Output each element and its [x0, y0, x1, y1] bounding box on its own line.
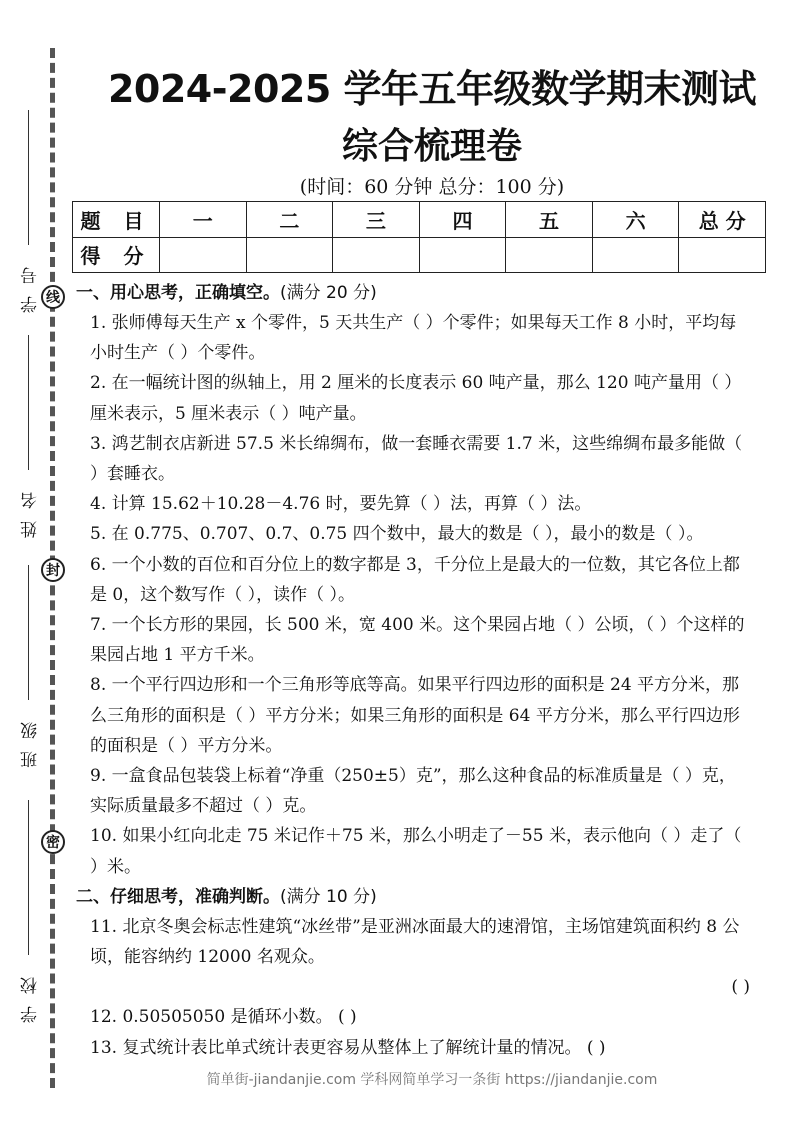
score-cell[interactable] — [246, 237, 333, 273]
school-line — [28, 800, 29, 955]
school-label: 学校 — [21, 965, 41, 1023]
student-number-label: 学号 — [21, 255, 41, 313]
score-table-head-item: 题 目 — [73, 202, 160, 238]
class-label: 班级 — [21, 710, 41, 768]
class-line — [28, 565, 29, 700]
score-table-head-score: 得 分 — [73, 237, 160, 273]
section-1-note: (满分 20 分) — [280, 283, 377, 303]
score-col-2: 二 — [246, 202, 333, 238]
name-line — [28, 335, 29, 470]
question: 10. 如果小红向北走 75 米记作＋75 米，那么小明走了－55 米，表示他向（ ）走了（ ）米。 — [90, 826, 742, 877]
question: 2. 在一幅统计图的纵轴上，用 2 厘米的长度表示 60 吨产量，那么 120 吨产量用（ ）厘米表示，5 厘米表示（ ）吨产量。 — [90, 373, 742, 424]
question: 3. 鸿艺制衣店新进 57.5 米长绵绸布，做一套睡衣需要 1.7 米，这些绵绸布最多能做（ ）套睡衣。 — [90, 433, 743, 485]
score-col-6: 六 — [592, 202, 679, 238]
score-table-score-row — [73, 237, 766, 273]
score-cell[interactable] — [679, 237, 766, 273]
judgement-question — [90, 1033, 750, 1063]
judgement-question — [90, 1002, 750, 1032]
score-col-3: 三 — [333, 202, 420, 238]
exam-subtitle-title: 综合梳理卷 — [341, 126, 522, 167]
question: 1. 张师傅每天生产 x 个零件，5 天共生产（ ）个零件；如果每天工作 8 小时，平均每小时生产（ ）个零件。 — [90, 313, 737, 364]
exam-title: 2024-2025 学年五年级数学期末测试 — [107, 67, 757, 111]
question-text: 12. 0.50505050 是循环小数。 — [90, 1007, 333, 1028]
score-cell[interactable] — [333, 237, 420, 273]
score-col-4: 四 — [419, 202, 506, 238]
score-col-total: 总 分 — [679, 202, 766, 238]
question: 9. 一盒食品包装袋上标着“净重（250±5）克”，那么这种食品的标准质量是（ ）克，实际质量最多不超过（ ）克。 — [90, 766, 736, 817]
name-label: 姓名 — [21, 480, 41, 538]
exam-content — [76, 278, 750, 1063]
question-text: 11. 北京冬奥会标志性建筑“冰丝带”是亚洲冰面最大的速滑馆，主场馆建筑面积约 8 公顷，能容纳约 12000 名观众。 — [90, 916, 740, 968]
seal-mark-line: 线 — [41, 285, 65, 309]
question: 4. 计算 15.62＋10.28－4.76 时，要先算（ ）法，再算（ ）法。 — [90, 494, 592, 515]
question-text: 13. 复式统计表比单式统计表更容易从整体上了解统计量的情况。 — [90, 1037, 582, 1058]
seal-mark-seal: 封 — [41, 558, 65, 582]
score-col-1: 一 — [160, 202, 247, 238]
section-2-title: 二、仔细思考，准确判断。 — [76, 886, 280, 907]
score-col-5: 五 — [506, 202, 593, 238]
section-title — [76, 882, 750, 912]
score-cell[interactable] — [506, 237, 593, 273]
score-cell[interactable] — [160, 237, 247, 273]
score-cell[interactable] — [592, 237, 679, 273]
question: 6. 一个小数的百位和百分位上的数字都是 3，千分位上是最大的一位数，其它各位上都是 0，这个数写作（ ），读作（ ）。 — [90, 554, 740, 605]
score-cell[interactable] — [419, 237, 506, 273]
exam-time-score: (时间：60 分钟 总分：100 分) — [299, 176, 565, 198]
binding-margin — [0, 0, 72, 1122]
section-title — [76, 278, 750, 308]
seal-mark-secret: 密 — [41, 830, 65, 854]
answer-blank[interactable]: ( ) — [731, 977, 750, 998]
student-number-line — [28, 110, 29, 245]
question: 8. 一个平行四边形和一个三角形等底等高。如果平行四边形的面积是 24 平方分米，那么三角形的面积是（ ）平方分米；如果三角形的面积是 64 平方分米，那么平行四边形的面积是（ ）平方分米。 — [90, 675, 740, 756]
page-footer: 简单街-jiandanjie.com 学科网简单学习一条街 https://jiandanjie.com — [206, 1072, 658, 1088]
question: 5. 在 0.775、0.707、0.7、0.75 四个数中，最大的数是（ ），最小的数是（ ）。 — [90, 524, 704, 545]
answer-blank[interactable]: ( ) — [586, 1037, 606, 1058]
question: 7. 一个长方形的果园，长 500 米，宽 400 米。这个果园占地（ ）公顷，（ ）个这样的果园占地 1 平方千米。 — [90, 615, 745, 666]
score-table-header-row — [73, 202, 766, 238]
section-1-title: 一、用心思考，正确填空。 — [76, 283, 280, 303]
section-2-note: (满分 10 分) — [280, 886, 377, 907]
answer-blank[interactable]: ( ) — [338, 1007, 357, 1028]
score-table — [72, 201, 766, 273]
judgement-question — [90, 912, 750, 1003]
